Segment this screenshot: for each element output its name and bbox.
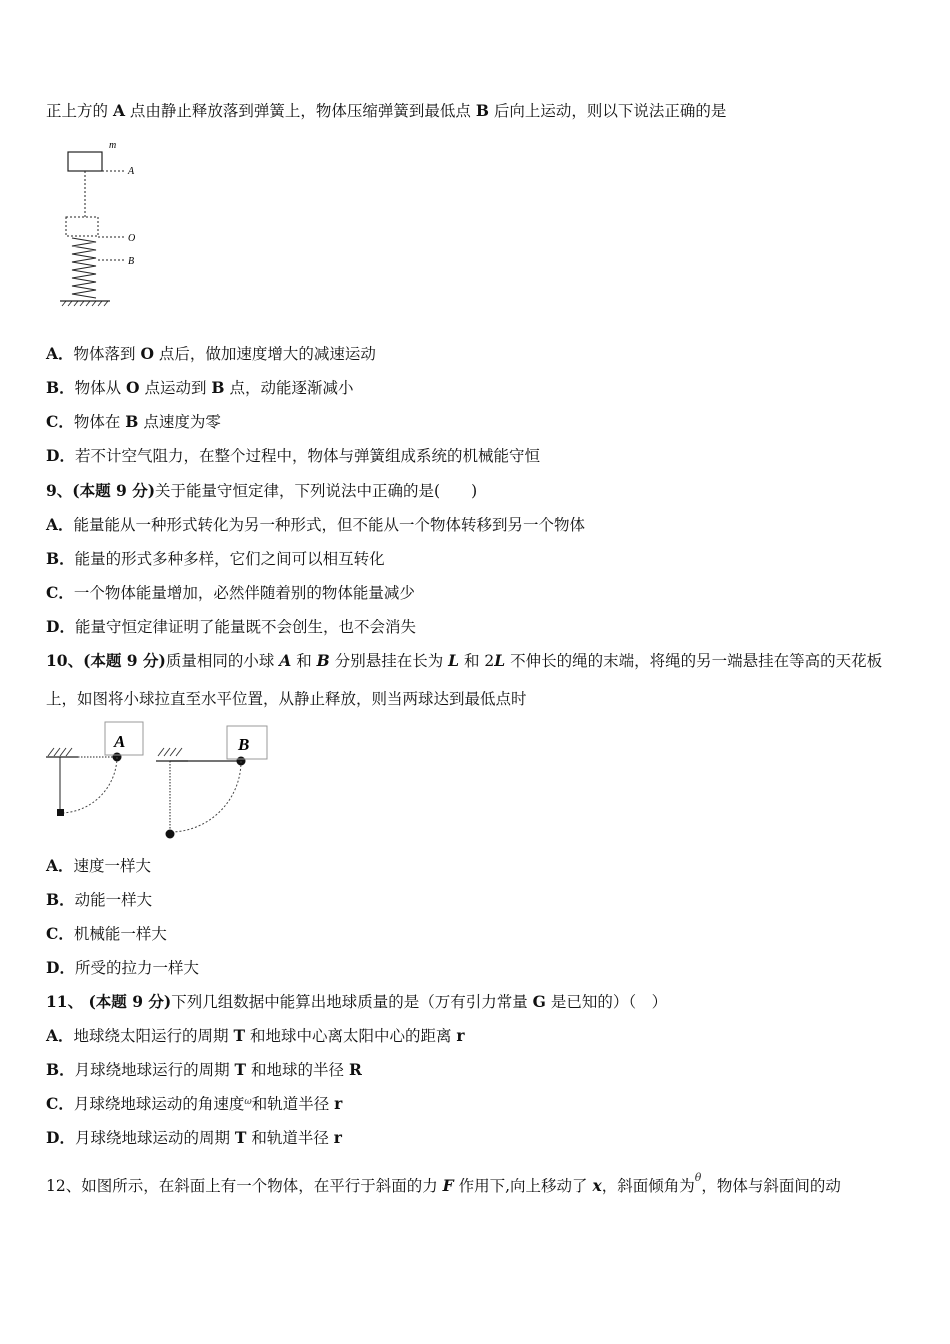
text: 正上方的 [46, 102, 113, 120]
q8-option-c [46, 412, 221, 432]
question-score: (本题 9 分) [83, 992, 172, 1011]
label-a: A [114, 732, 126, 751]
text: 点速度为零 [138, 413, 221, 431]
option-letter: B． [46, 378, 75, 397]
omega-symbol: ω [244, 1097, 252, 1107]
option-letter: A． [46, 1026, 74, 1045]
text: 一个物体能量增加，必然伴随着别的物体能量减少 [73, 584, 415, 602]
option-letter: B． [46, 890, 75, 909]
q11-stem [46, 992, 667, 1012]
option-letter: C． [46, 412, 74, 431]
text: 机械能一样大 [73, 925, 167, 943]
text: 物体落到 [73, 345, 141, 363]
ceiling-hatch-b [158, 748, 182, 756]
option-letter: D． [46, 958, 75, 977]
text: 和 [291, 652, 317, 670]
text: 动能一样大 [74, 891, 153, 909]
text: 能量的形式多种多样，它们之间可以相互转化 [74, 550, 385, 568]
text: 上，如图将小球拉直至水平位置，从静止释放，则当两球达到最低点时 [46, 690, 527, 708]
var-l: L [448, 651, 460, 670]
text: 月球绕地球运行的周期 [74, 1061, 235, 1079]
point-b: B [211, 378, 225, 397]
question-number: 9、 [46, 481, 73, 500]
text: ，物体与斜面间的动 [701, 1177, 841, 1195]
arc-a [60, 757, 117, 813]
option-letter: A． [46, 856, 74, 875]
text: 能量守恒定律证明了能量既不会创生，也不会消失 [74, 618, 416, 636]
text: 能量能从一种形式转化为另一种形式，但不能从一个物体转移到另一个物体 [73, 516, 586, 534]
text: 不伸长的绳的末端，将绳的另一端悬挂在等高的天花板 [505, 652, 883, 670]
pendulum-figure [44, 718, 274, 844]
q9-option-d [46, 617, 416, 637]
label-b: B [238, 735, 250, 754]
q11-option-d [46, 1128, 342, 1148]
theta-symbol: θ [694, 1171, 702, 1184]
q11-option-a [46, 1026, 465, 1046]
text: 所受的拉力一样大 [74, 959, 199, 977]
var-l: L [494, 651, 506, 670]
text: 速度一样大 [73, 857, 152, 875]
q12-stem [46, 1171, 841, 1198]
q9-option-b [46, 549, 385, 569]
q10-option-d [46, 958, 199, 978]
question-text: 关于能量守恒定律，下列说法中正确的是( ) [155, 482, 478, 500]
q10-stem-line2 [46, 689, 527, 709]
question-number: 10、 [46, 651, 84, 670]
q10-option-b [46, 890, 152, 910]
text: 和 2 [459, 652, 495, 670]
block-top [68, 152, 102, 171]
text: 点运动到 [139, 379, 212, 397]
option-letter: C． [46, 1094, 74, 1113]
text: 若不计空气阻力，在整个过程中，物体与弹簧组成系统的机械能守恒 [74, 447, 540, 465]
question-number: 11、 [46, 992, 84, 1011]
point-o: O [126, 378, 140, 397]
q8-option-a [46, 344, 376, 364]
question-number: 12、 [46, 1177, 82, 1195]
block-compressed [66, 217, 98, 236]
option-letter: B． [46, 549, 75, 568]
q9-option-a [46, 515, 585, 535]
label-a: A [128, 166, 135, 177]
option-letter: D． [46, 617, 75, 636]
q10-stem-line1 [46, 651, 882, 671]
text: 物体从 [74, 379, 127, 397]
q10-option-c [46, 924, 167, 944]
text: 是已知的）（ ） [545, 993, 668, 1011]
text: ，斜面倾角为 [601, 1177, 695, 1195]
var-r: r [456, 1026, 465, 1045]
q9-option-c [46, 583, 415, 603]
q11-option-b [46, 1060, 362, 1080]
text: 地球绕太阳运行的周期 [73, 1027, 234, 1045]
option-letter: C． [46, 583, 74, 602]
var-f: F [442, 1176, 454, 1195]
q10-option-a [46, 856, 151, 876]
label-o: O [128, 233, 136, 244]
q8-option-b [46, 378, 353, 398]
var-t: T [233, 1026, 246, 1045]
var-g: G [532, 992, 546, 1011]
text: 物体在 [73, 413, 126, 431]
point-o: O [140, 344, 154, 363]
arc-b [170, 761, 241, 832]
var-t: T [234, 1128, 247, 1147]
text: 作用下,向上移动了 [453, 1177, 593, 1195]
text: 和地球中心离太阳中心的距离 [245, 1027, 457, 1045]
ball-b-bottom [166, 830, 175, 839]
text: 分别悬挂在长为 [329, 652, 449, 670]
ground-hatch [62, 301, 108, 306]
option-letter: B． [46, 1060, 75, 1079]
var-t: T [234, 1060, 247, 1079]
q8-option-d [46, 446, 540, 466]
var-x: x [592, 1176, 602, 1195]
option-letter: A． [46, 515, 74, 534]
text: 如图所示，在斜面上有一个物体，在平行于斜面的力 [81, 1177, 443, 1195]
text: 和轨道半径 [251, 1095, 335, 1113]
text: 和地球的半径 [246, 1061, 349, 1079]
text: 后向上运动，则以下说法正确的是 [488, 102, 727, 120]
spring-figure [56, 138, 166, 313]
var-b: B [316, 651, 330, 670]
point-a: A [112, 101, 125, 120]
text: 点，动能逐渐减小 [224, 379, 354, 397]
option-letter: A． [46, 344, 74, 363]
intro-line [46, 101, 726, 121]
question-score: (本题 9 分) [72, 481, 156, 500]
option-letter: D． [46, 446, 75, 465]
text: 月球绕地球运动的角速度 [73, 1095, 245, 1113]
label-m: m [109, 140, 117, 151]
label-b: B [128, 256, 135, 267]
ceiling-hatch-a [48, 748, 72, 756]
text: 质量相同的小球 [165, 652, 280, 670]
option-letter: D． [46, 1128, 75, 1147]
text: 点由静止释放落到弹簧上，物体压缩弹簧到最低点 [124, 102, 476, 120]
question-score: (本题 9 分) [83, 651, 166, 670]
spring-coil [72, 238, 96, 298]
ball-a-bottom [57, 809, 64, 816]
text: 下列几组数据中能算出地球质量的是（万有引力常量 [171, 993, 533, 1011]
point-b: B [125, 412, 139, 431]
var-big-r: R [348, 1060, 362, 1079]
point-b: B [475, 101, 489, 120]
var-r: r [333, 1128, 342, 1147]
q11-option-c [46, 1094, 342, 1117]
var-a: A [279, 651, 292, 670]
text: 点后，做加速度增大的减速运动 [153, 345, 376, 363]
text: 和轨道半径 [246, 1129, 334, 1147]
text: 月球绕地球运动的周期 [74, 1129, 235, 1147]
var-r: r [334, 1094, 343, 1113]
q9-stem [46, 481, 477, 501]
option-letter: C． [46, 924, 74, 943]
